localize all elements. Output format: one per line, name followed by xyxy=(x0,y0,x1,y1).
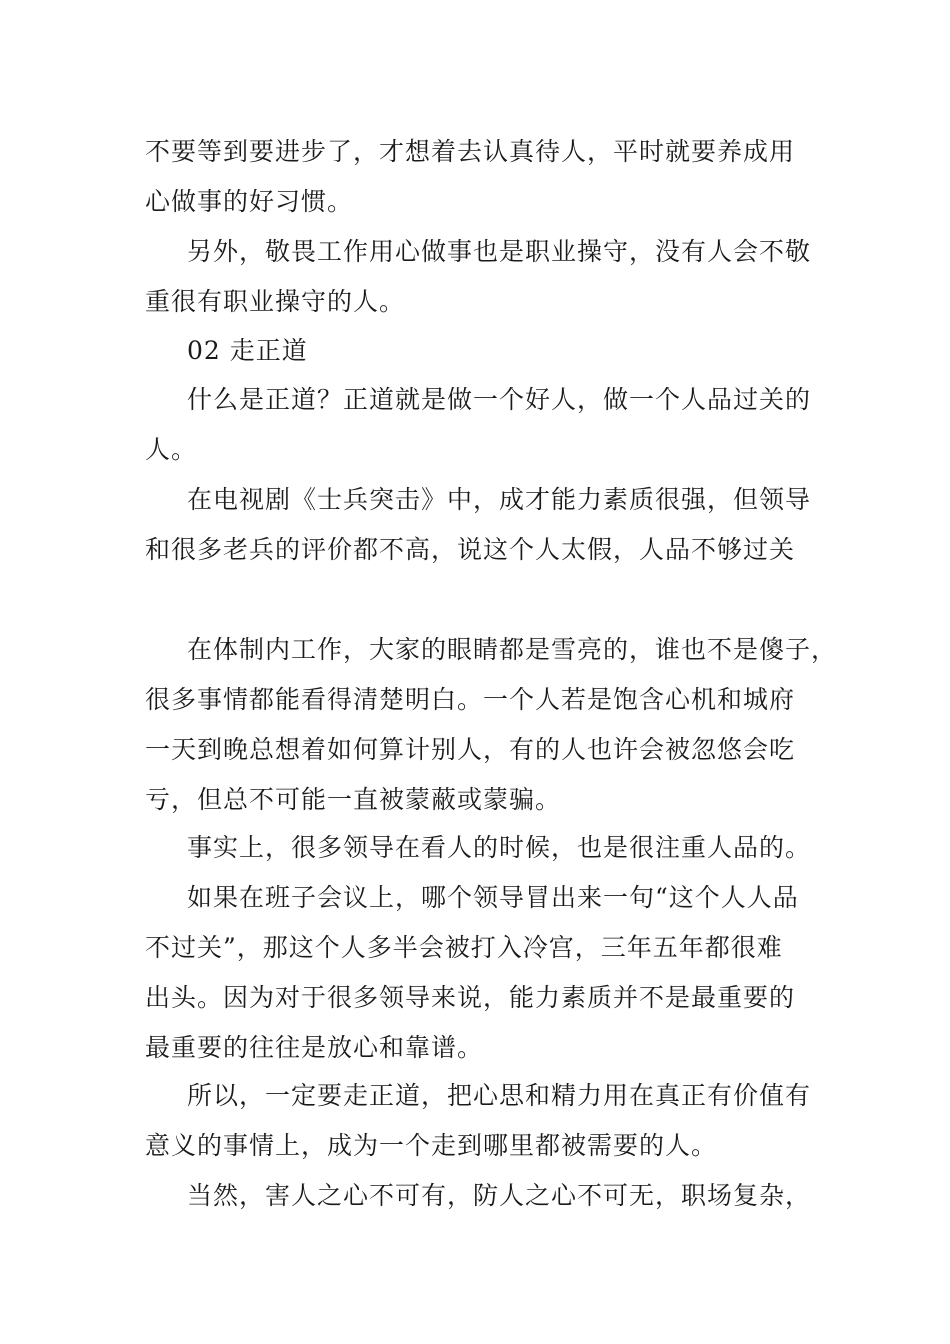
paragraph-first-line: 如果在班子会议上，哪个领导冒出来一句“这个人人品 xyxy=(187,883,799,912)
text-line: 最重要的往往是放心和靠谱。 xyxy=(145,1033,484,1062)
text-line: 和很多老兵的评价都不高，说这个人太假，人品不够过关 xyxy=(145,535,796,564)
text-line: 一天到晚总想着如何算计别人，有的人也许会被忽悠会吃 xyxy=(145,735,796,764)
paragraph-first-line: 另外，敬畏工作用心做事也是职业操守，没有人会不敬 xyxy=(187,237,812,266)
section-heading: 02 走正道 xyxy=(187,336,308,365)
text-line: 亏，但总不可能一直被蒙蔽或蒙骗。 xyxy=(145,785,562,814)
paragraph-first-line: 事实上，很多领导在看人的时候，也是很注重人品的。 xyxy=(187,833,812,862)
paragraph-first-line: 在电视剧《士兵突击》中，成才能力素质很强，但领导 xyxy=(187,485,812,514)
paragraph-first-line: 在体制内工作，大家的眼睛都是雪亮的，谁也不是傻子， xyxy=(187,635,838,664)
paragraph-first-line: 当然，害人之心不可有，防人之心不可无，职场复杂， xyxy=(187,1181,812,1210)
paragraph-first-line: 什么是正道？正道就是做一个好人，做一个人品过关的 xyxy=(187,385,812,414)
text-line: 重很有职业操守的人。 xyxy=(145,287,406,316)
text-line: 出头。因为对于很多领导来说，能力素质并不是最重要的 xyxy=(145,983,796,1012)
text-line: 人。 xyxy=(145,435,198,464)
text-line: 心做事的好习惯。 xyxy=(145,187,354,216)
paragraph-first-line: 所以，一定要走正道，把心思和精力用在真正有价值有 xyxy=(187,1081,812,1110)
text-line: 意义的事情上，成为一个走到哪里都被需要的人。 xyxy=(145,1131,718,1160)
text-line: 不过关”，那这个人多半会被打入冷宫，三年五年都很难 xyxy=(145,933,783,962)
text-line: 不要等到要进步了，才想着去认真待人，平时就要养成用 xyxy=(145,137,796,166)
text-line: 很多事情都能看得清楚明白。一个人若是饱含心机和城府 xyxy=(145,685,796,714)
